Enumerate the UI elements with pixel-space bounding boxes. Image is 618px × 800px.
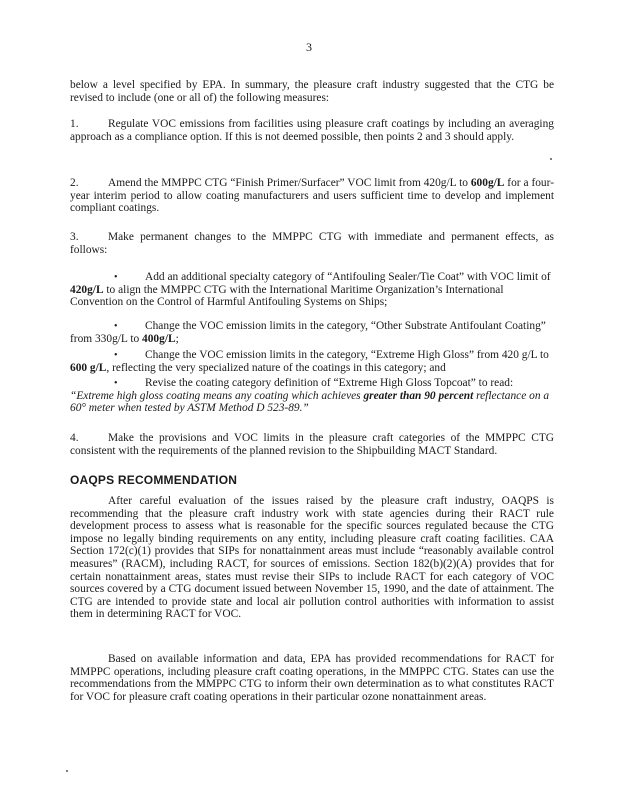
page-number: 3 (306, 40, 312, 54)
measure-2 (70, 177, 554, 215)
bullet-2-post: ; (175, 332, 179, 345)
recommendation-paragraph-1: After careful evaluation of the issues raised by the pleasure craft industry, OAQPS is recommending that the pleasure craft industry work with state agencies during their RACT rule development process to assess what is reasonable for the specific sources regulated because the CTG impose no legally binding requirements on any entity, including pleasure craft coating facilities. CAA Section 172(c)(1) provides that SIPs for nonattainment areas must include “reasonably available control measures” (RACM), including RACT, for sources of emissions. Section 182(b)(2)(A) provides that for certain nonattainment areas, states must revise their SIPs to include RACT for each category of VOC sources covered by a CTG document issued between November 15, 1990, and the date of attainment. The CTG are intended to provide state and local air pollution control authorities with information to assist them in determining RACT for VOC. (70, 495, 554, 621)
measure-1-text: Regulate VOC emissions from facilities using pleasure craft coatings by including an averaging approach as a compliance option. If this is not deemed possible, then points 2 and 3 should apply. (70, 118, 554, 143)
section-heading: OAQPS RECOMMENDATION (70, 473, 238, 487)
measure-2-number: 2. (70, 177, 79, 189)
bullet-icon: • (114, 350, 118, 361)
measure-3-text: Make permanent changes to the MMPPC CTG with immediate and permanent effects, as follows: (70, 231, 554, 256)
intro-paragraph: below a level specified by EPA. In summary, the pleasure craft industry suggested that the CTG be revised to include (one or all of) the following measures: (70, 79, 554, 104)
bullet-3-bold: 600 g/L (70, 361, 107, 374)
bullet-4-pre: Revise the coating category definition of “Extreme High Gloss Topcoat” to read: (145, 377, 514, 389)
bullet-item-extreme-high-gloss (70, 349, 554, 374)
scan-speck (66, 770, 68, 772)
measure-1 (70, 118, 554, 143)
bullet-1-bold: 420g/L (70, 283, 104, 296)
measure-1-number: 1. (70, 118, 79, 130)
bullet-2-pre: Change the VOC emission limits in the category, “Other Substrate Antifoulant Coating” from 330g/L to (70, 320, 546, 345)
recommendation-paragraph-2: Based on available information and data, EPA has provided recommendations for RACT for MMPPC operations, including pleasure craft coating operations, in the MMPPC CTG. States can use the recommendations from the MMPPC CTG to inform their own determination as to what constitutes RACT for VOC for pleasure craft coating operations in their particular ozone nonattainment areas. (70, 653, 554, 703)
bullet-1-post: to align the MMPPC CTG with the International Maritime Organization’s International Convention on the Control of Harmful Antifouling Systems on Ships; (70, 283, 504, 309)
bullet-3-pre: Change the VOC emission limits in the category, “Extreme High Gloss” from 420 g/L to (145, 349, 549, 361)
bullet-1-pre: Add an additional specialty category of “Antifouling Sealer/Tie Coat” with VOC limit of (145, 271, 551, 283)
bullet-icon: • (114, 321, 118, 332)
bullet-2-bold: 400g/L (142, 332, 176, 345)
bullet-4-italic-bold: greater than 90 percent (363, 389, 474, 402)
measure-4-text: Make the provisions and VOC limits in the pleasure craft categories of the MMPPC CTG consistent with the requirements of the planned revision to the Shipbuilding MACT Standard. (70, 432, 554, 457)
bullet-icon: • (114, 272, 118, 283)
bullet-4-italic-post: reflectance on a 60° meter when tested by ASTM Method D 523-89.” (70, 389, 550, 415)
measure-4-number: 4. (70, 432, 79, 444)
bullet-item-topcoat-definition (70, 377, 554, 415)
measure-3-number: 3. (70, 231, 79, 243)
bullet-3-post: , reflecting the very specialized nature of the coatings in this category; and (106, 361, 446, 374)
measure-2-text-pre: Amend the MMPPC CTG “Finish Primer/Surfacer” VOC limit from 420g/L to (108, 177, 471, 189)
measure-3 (70, 231, 554, 256)
measure-2-bold: 600g/L (470, 177, 505, 189)
bullet-item-other-substrate (70, 320, 554, 345)
bullet-4-italic-pre: “Extreme high gloss coating means any coating which achieves (70, 389, 364, 402)
measure-2-text-post: for a four-year interim period to allow coating manufacturers and users sufficient time to develop and implement compliant coatings. (70, 177, 554, 215)
bullet-item-antifouling-sealer (70, 271, 554, 309)
measure-4 (70, 432, 554, 457)
scan-speck (550, 158, 552, 160)
bullet-icon: • (114, 378, 118, 389)
